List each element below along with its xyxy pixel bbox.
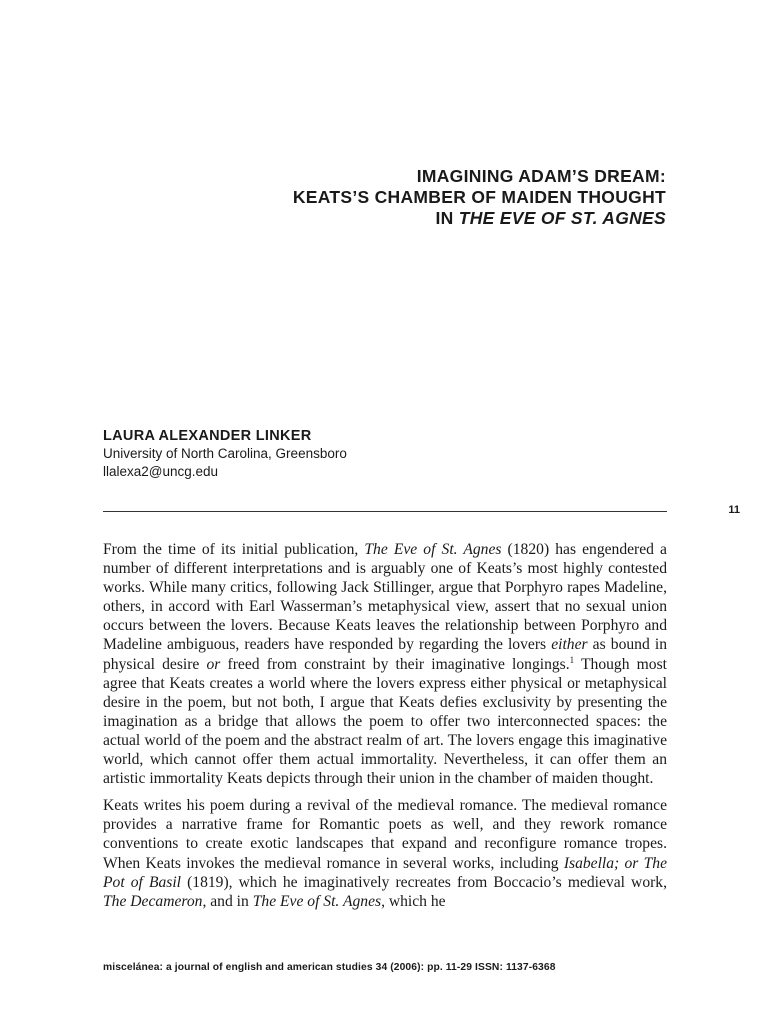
p2-text-4: , which he bbox=[381, 892, 446, 910]
paragraph-1 bbox=[103, 540, 667, 788]
p1-text-2: (1820) has engendered a number of different interpretations and is arguably one of Keats’s most highly contested works. While many critics, following Jack Stillinger, argue that Porphyro rapes Madeline, others, in accord with Earl Wasserman’s metaphysical view, assert that no sexual union occurs between the lovers. Because Keats leaves the relationship between Porphyro and Madeline ambiguous, readers have responded by regarding the lovers bbox=[103, 541, 667, 654]
footnote-marker[interactable]: 1 bbox=[569, 654, 575, 665]
author-block bbox=[103, 427, 347, 481]
p2-text-3: , and in bbox=[202, 892, 253, 910]
paragraph-2 bbox=[103, 796, 667, 911]
title-line-1: IMAGINING ADAM’S DREAM: bbox=[416, 166, 666, 186]
article-title bbox=[293, 166, 666, 229]
title-line-3-prefix: IN bbox=[435, 208, 459, 228]
journal-footer: miscelánea: a journal of english and american studies 34 (2006): pp. 11-29 ISSN: 1137-6368 bbox=[103, 962, 556, 973]
p1-italic-title: The Eve of St. Agnes bbox=[364, 541, 502, 558]
p1-text-1: From the time of its initial publication, bbox=[103, 541, 365, 558]
title-line-3 bbox=[293, 208, 666, 229]
p1-italic-or: or bbox=[206, 655, 221, 673]
article-body bbox=[103, 540, 667, 919]
p1-text-3: as bound in physical desire bbox=[103, 636, 667, 673]
p2-text-2: (1819), which he imaginatively recreates from Boccacio’s medieval work, bbox=[181, 873, 668, 891]
header-divider bbox=[103, 511, 667, 512]
page-number: 11 bbox=[728, 504, 740, 516]
p2-italic-eve: The Eve of St. Agnes bbox=[252, 892, 382, 910]
title-poem-name: THE EVE OF ST. AGNES bbox=[458, 208, 666, 228]
author-email: llalexa2@uncg.edu bbox=[103, 464, 219, 479]
p2-italic-decameron: The Decameron bbox=[103, 892, 203, 910]
author-affiliation: University of North Carolina, Greensboro bbox=[103, 446, 347, 461]
title-line-2: KEATS’S CHAMBER OF MAIDEN THOUGHT bbox=[292, 187, 666, 207]
p2-italic-isabella: Isabella; or The Pot of Basil bbox=[103, 854, 667, 891]
p1-italic-either: either bbox=[551, 636, 588, 654]
author-name: LAURA ALEXANDER LINKER bbox=[103, 428, 312, 444]
p1-text-4: freed from constraint by their imaginative longings. bbox=[220, 655, 570, 673]
p1-text-5: Though most agree that Keats creates a world where the lovers express either physical or metaphysical desire in the poem, but not both, I argue that Keats defies exclusivity by presenting the imagination as a bridge that allows the poem to offer two interconnected spaces: the actual world of the poem and the abstract realm of art. The lovers engage this imaginative world, which cannot offer them actual immortality. Nevertheless, it can offer them an artistic immortality Keats depicts through their union in the chamber of maiden thought. bbox=[103, 655, 667, 788]
p2-text-1: Keats writes his poem during a revival of the medieval romance. The medieval romance provides a narrative frame for Romantic poets as well, and they rework romance conventions to create exotic landscapes that expand and reconfigure romance tropes. When Keats invokes the medieval romance in several works, including bbox=[103, 797, 667, 872]
